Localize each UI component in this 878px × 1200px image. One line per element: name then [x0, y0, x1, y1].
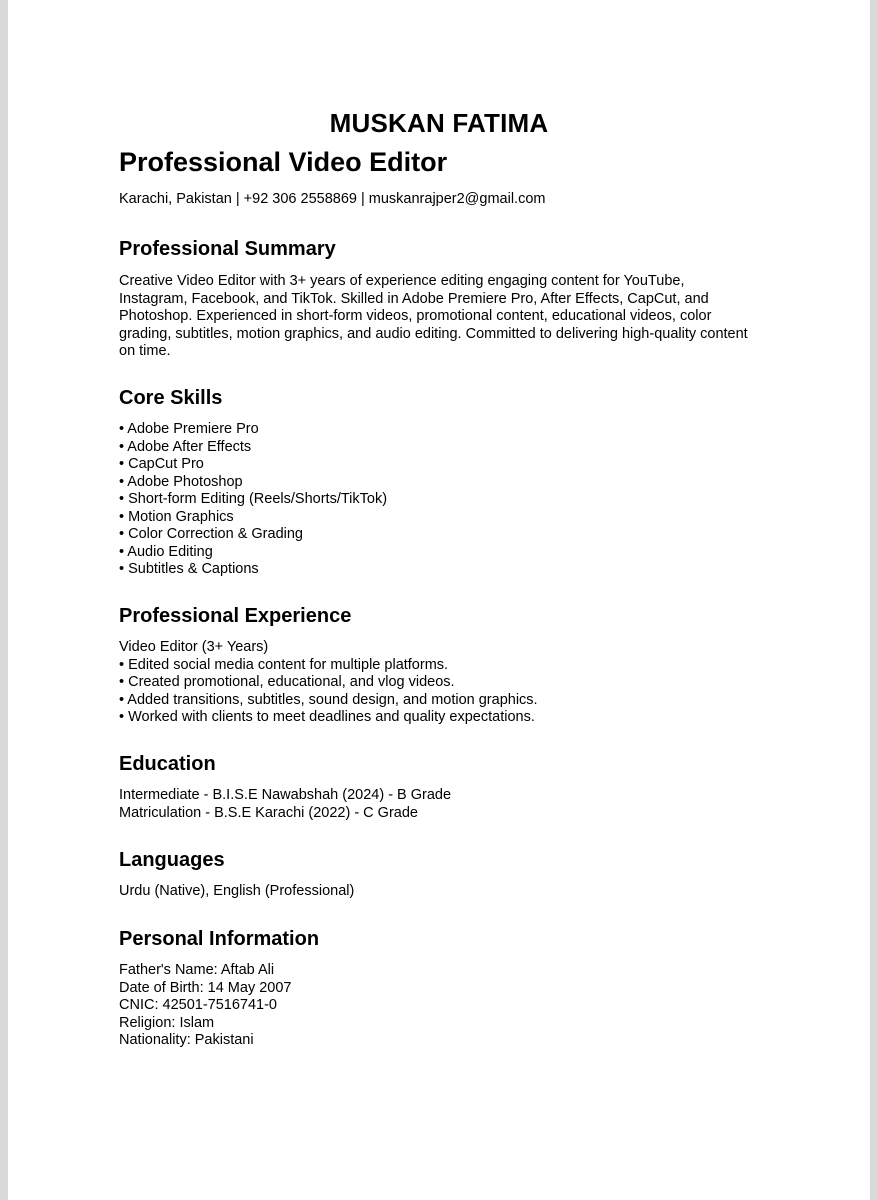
contact-info: Karachi, Pakistan | +92 306 2558869 | muskanrajper2@gmail.com [119, 191, 546, 207]
personal-item: Nationality: Pakistani [119, 1032, 254, 1048]
candidate-name: MUSKAN FATIMA [329, 108, 549, 138]
skill-item: • Subtitles & Captions [119, 561, 259, 577]
education-item: Intermediate - B.I.S.E Nawabshah (2024) - B Grade [119, 787, 452, 803]
resume-page [8, 0, 870, 1200]
experience-item: • Edited social media content for multiple platforms. [119, 656, 449, 673]
personal-list [119, 962, 759, 1050]
education-item: Matriculation - B.S.E Karachi (2022) - C Grade [119, 804, 418, 821]
summary-line: on time. [119, 343, 171, 359]
skills-heading: Core Skills [119, 387, 223, 409]
summary-heading: Professional Summary [119, 238, 336, 260]
skill-item: • Adobe Photoshop [119, 473, 243, 490]
education-list [119, 787, 759, 822]
skills-list [119, 421, 759, 579]
skill-item: • Audio Editing [119, 543, 213, 560]
languages-text: Urdu (Native), English (Professional) [119, 883, 355, 899]
personal-item: Father's Name: Aftab Ali [119, 962, 275, 978]
experience-list [119, 639, 759, 727]
personal-item: CNIC: 42501-7516741-0 [119, 997, 277, 1013]
job-title: Professional Video Editor [119, 147, 448, 177]
experience-heading: Professional Experience [119, 605, 352, 627]
experience-item: • Added transitions, subtitles, sound design, and motion graphics. [119, 691, 538, 708]
summary-line: grading, subtitles, motion graphics, and audio editing. Committed to delivering high-quality content [119, 325, 748, 342]
summary-line: Creative Video Editor with 3+ years of experience editing engaging content for YouTube, [119, 273, 685, 289]
languages-list [119, 883, 759, 901]
personal-heading: Personal Information [119, 928, 320, 950]
summary-text [119, 273, 759, 361]
skill-item: • CapCut Pro [119, 456, 204, 472]
experience-role: Video Editor (3+ Years) [119, 639, 269, 655]
summary-line: Photoshop. Experienced in short-form videos, promotional content, educational videos, color [119, 308, 712, 324]
personal-item: Date of Birth: 14 May 2007 [119, 979, 292, 996]
skill-item: • Motion Graphics [119, 508, 234, 525]
skill-item: • Adobe Premiere Pro [119, 421, 259, 437]
skill-item: • Adobe After Effects [119, 438, 252, 455]
skill-item: • Color Correction & Grading [119, 526, 303, 542]
experience-item: • Created promotional, educational, and vlog videos. [119, 674, 455, 690]
education-heading: Education [119, 753, 216, 775]
languages-heading: Languages [119, 849, 225, 871]
experience-item: • Worked with clients to meet deadlines and quality expectations. [119, 709, 535, 725]
summary-line: Instagram, Facebook, and TikTok. Skilled in Adobe Premiere Pro, After Effects, CapCut, and [119, 290, 709, 307]
personal-item: Religion: Islam [119, 1014, 215, 1031]
skill-item: • Short-form Editing (Reels/Shorts/TikTok) [119, 491, 388, 507]
